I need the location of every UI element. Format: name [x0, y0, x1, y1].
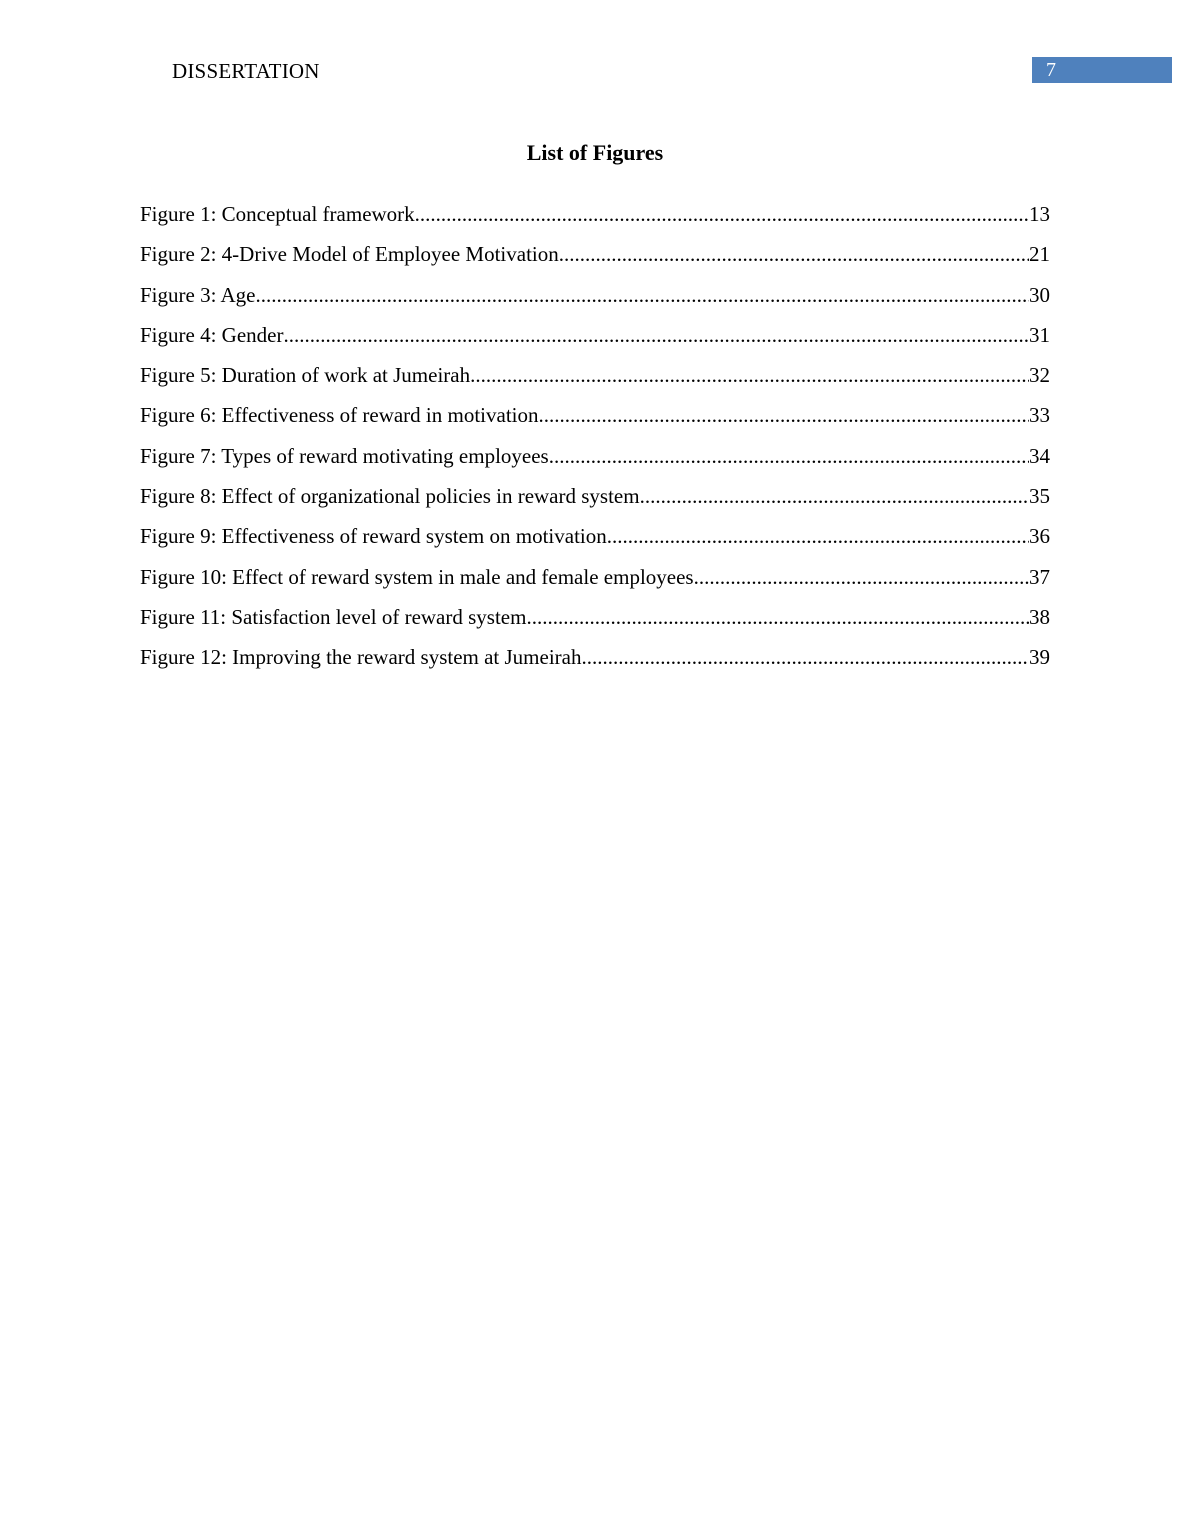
toc-entry-label: Figure 3: Age [140, 282, 256, 307]
toc-entry-page: 21 [1029, 242, 1050, 267]
toc-entry-figure-2[interactable] [140, 240, 1050, 280]
toc-entry-label: Figure 7: Types of reward motivating employees [140, 443, 549, 468]
toc-dot-leader [539, 401, 1029, 429]
toc-dot-leader [581, 643, 1029, 671]
toc-dot-leader [694, 563, 1029, 591]
toc-dot-leader [470, 361, 1029, 389]
toc-entry-figure-9[interactable] [140, 522, 1050, 562]
page-number: 7 [1046, 59, 1056, 81]
toc-entry-page: 34 [1029, 443, 1050, 468]
toc-entry-label: Figure 8: Effect of organizational policies in reward system [140, 484, 640, 509]
toc-dot-leader [559, 240, 1029, 268]
toc-entry-page: 39 [1029, 645, 1050, 670]
toc-entry-label: Figure 5: Duration of work at Jumeirah [140, 363, 471, 388]
toc-entry-page: 35 [1029, 484, 1050, 509]
toc-dot-leader [256, 281, 1030, 309]
page-number-box [1032, 57, 1172, 83]
page-title: List of Figures [526, 140, 664, 165]
toc-entry-figure-7[interactable] [140, 442, 1050, 482]
toc-entry-label: Figure 1: Conceptual framework [140, 202, 415, 226]
toc-entry-label: Figure 4: Gender [140, 322, 284, 347]
toc-entry-page: 30 [1029, 282, 1050, 307]
toc-dot-leader [607, 522, 1029, 550]
running-head: DISSERTATION [172, 59, 320, 83]
toc-dot-leader [549, 442, 1029, 470]
toc-entry-page: 31 [1029, 322, 1050, 347]
toc-entry-page: 37 [1029, 564, 1050, 589]
toc-dot-leader [283, 321, 1029, 349]
toc-entry-label: Figure 10: Effect of reward system in male and female employees [140, 564, 694, 589]
toc-entry-page: 32 [1029, 363, 1050, 388]
toc-entry-label: Figure 9: Effectiveness of reward system on motivation [140, 524, 607, 549]
toc-entry-figure-3[interactable] [140, 281, 1050, 321]
toc-dot-leader [526, 603, 1029, 631]
toc-entry-label: Figure 2: 4-Drive Model of Employee Motivation [140, 242, 559, 267]
toc-entry-label: Figure 6: Effectiveness of reward in motivation [140, 403, 539, 428]
toc-entry-figure-10[interactable] [140, 563, 1050, 603]
list-of-figures [140, 200, 1050, 684]
toc-entry-page: 33 [1029, 403, 1050, 428]
toc-entry-figure-4[interactable] [140, 321, 1050, 361]
toc-entry-page: 13 [1029, 202, 1050, 226]
toc-entry-figure-1[interactable] [140, 200, 1050, 240]
toc-dot-leader [415, 200, 1029, 228]
toc-entry-figure-11[interactable] [140, 603, 1050, 643]
toc-entry-label: Figure 11: Satisfaction level of reward system [140, 604, 527, 629]
toc-entry-figure-5[interactable] [140, 361, 1050, 401]
toc-dot-leader [640, 482, 1029, 510]
toc-entry-figure-6[interactable] [140, 401, 1050, 441]
toc-entry-page: 38 [1029, 604, 1050, 629]
toc-entry-figure-12[interactable] [140, 643, 1050, 683]
toc-entry-figure-8[interactable] [140, 482, 1050, 522]
toc-entry-page: 36 [1029, 524, 1050, 549]
toc-entry-label: Figure 12: Improving the reward system at Jumeirah [140, 645, 582, 670]
